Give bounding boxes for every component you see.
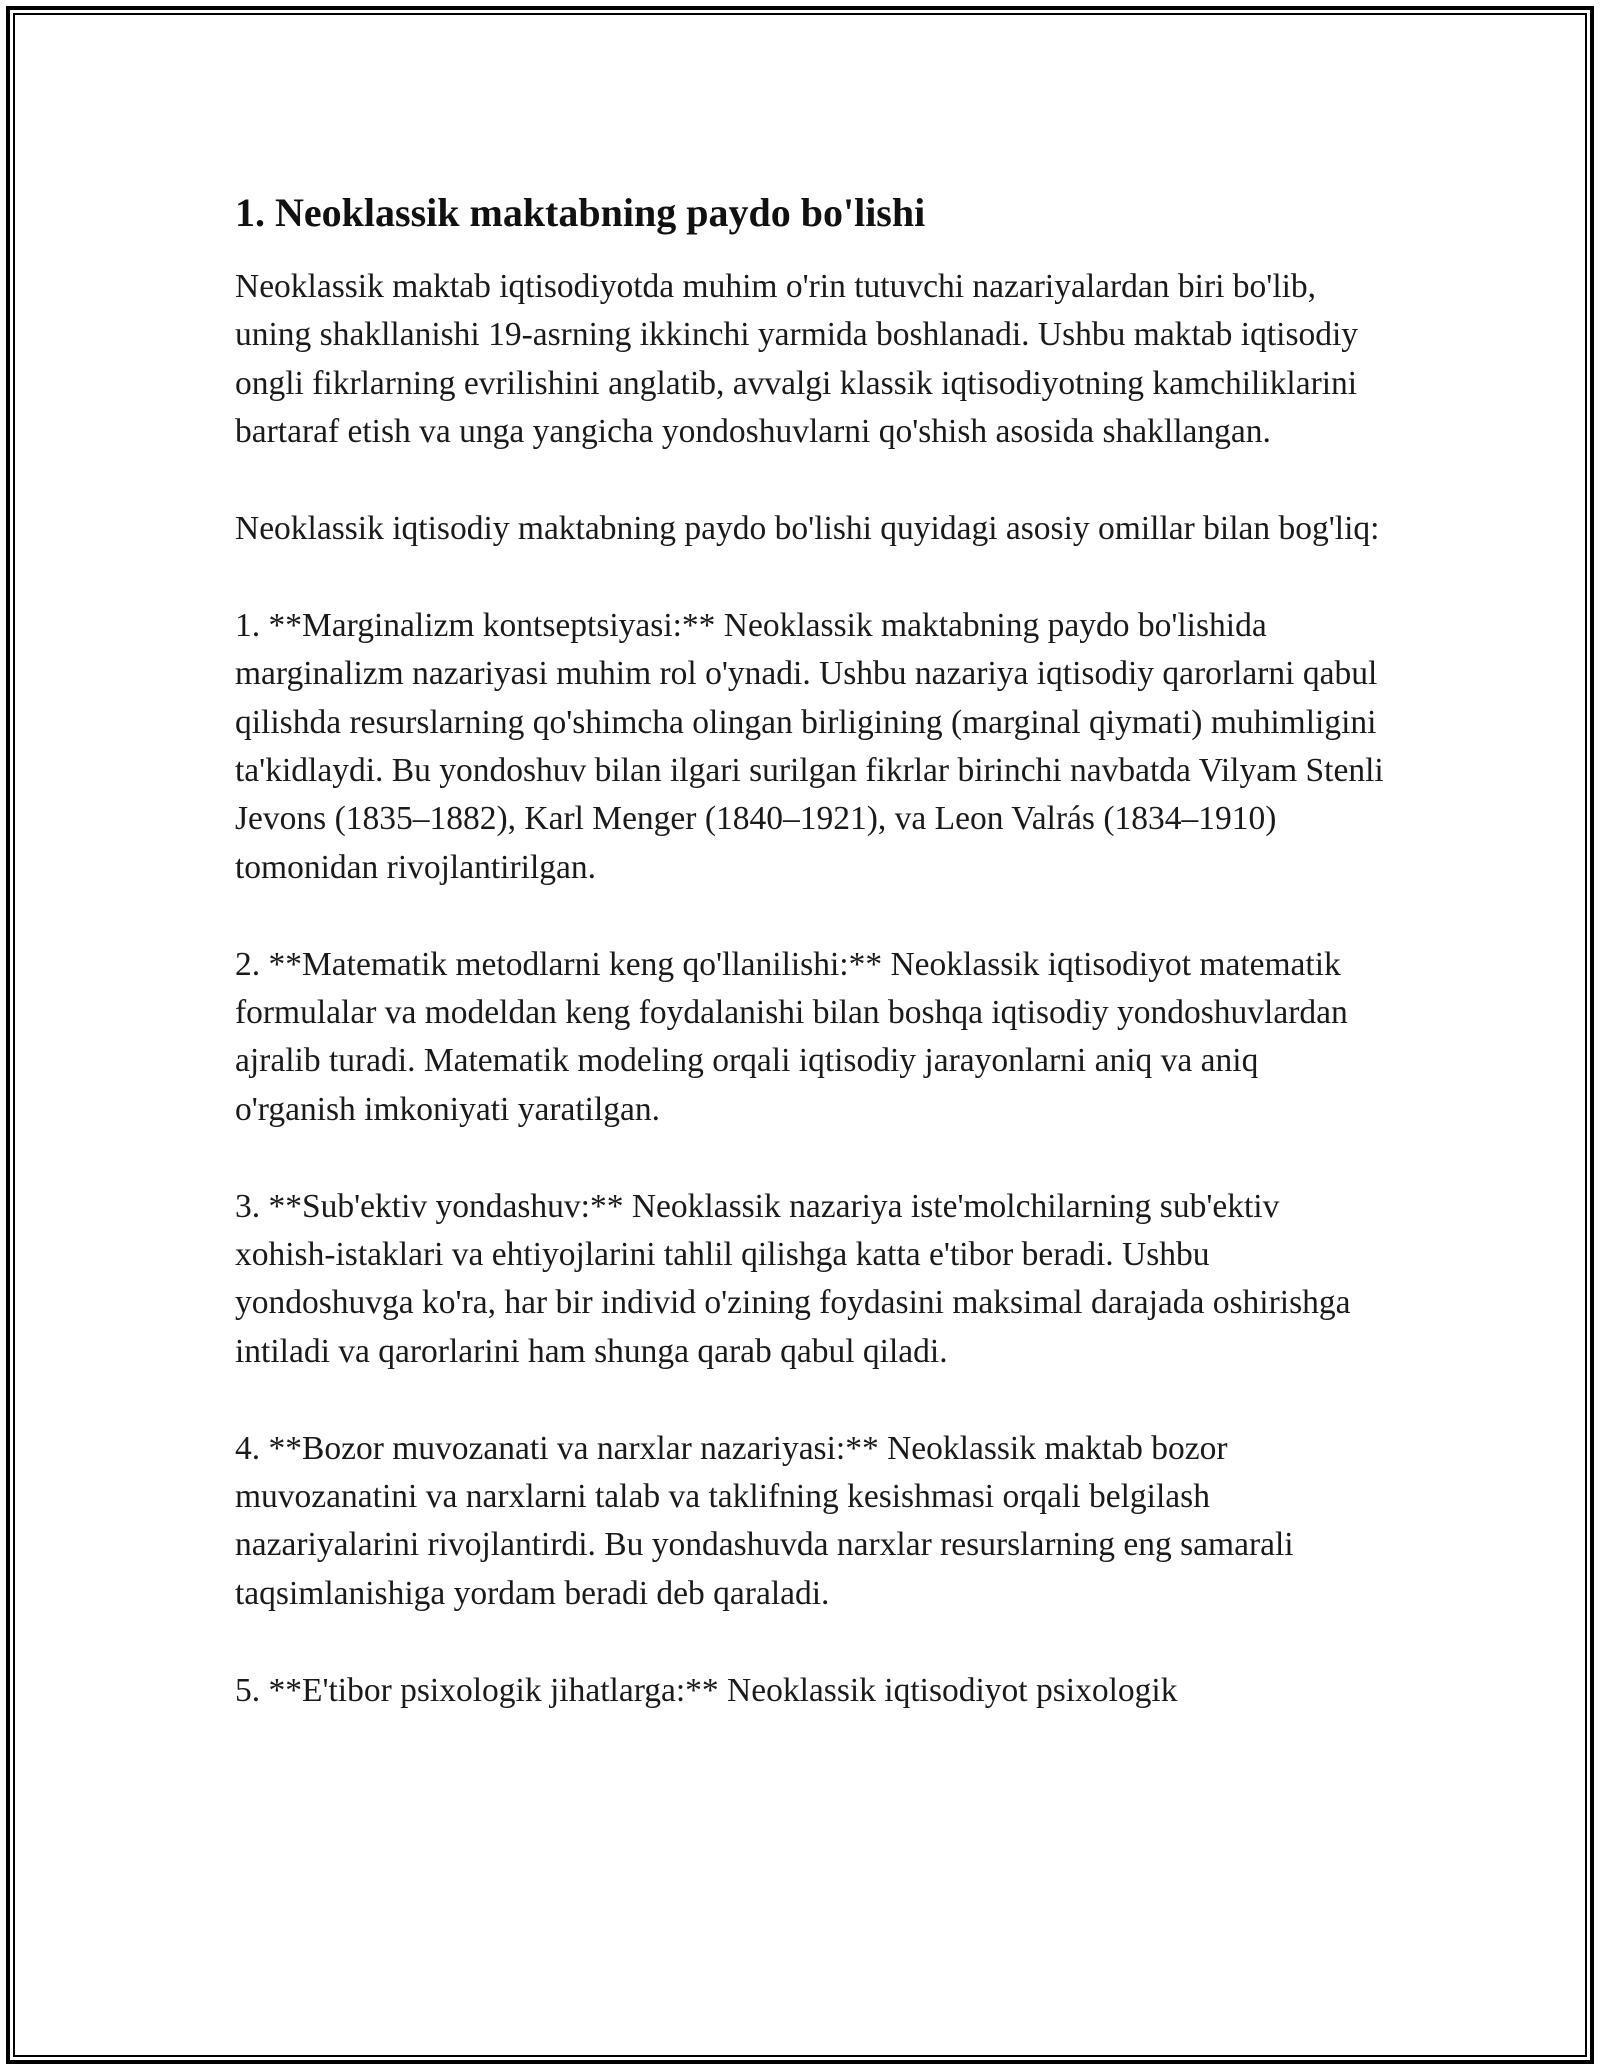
list-item-subjective-approach: 3. **Sub'ektiv yondashuv:** Neoklassik nazariya iste'molchilarning sub'ektiv xohish-istaklari va ehtiyojlarini tahlil qilishga katta e'tibor beradi. Ushbu yondoshuvga ko'ra, har bir individ o'zining foydasini maksimal darajada oshirishga intiladi va qarorlarini ham shunga qarab qabul qiladi. [235,1187,1351,1370]
section-heading: 1. Neoklassik maktabning paydo bo'lishi [235,190,926,235]
paragraph-factors-lead: Neoklassik iqtisodiy maktabning paydo bo'lishi quyidagi asosiy omillar bilan bog'liq: [235,510,1380,548]
list-item-math-methods: 2. **Matematik metodlarni keng qo'llanilishi:** Neoklassik iqtisodiyot matematik formulalar va modeldan keng foydalanishi bilan boshqa iqtisodiy yondoshuvlardan ajralib turadi. Matematik modeling orqali iqtisodiy jarayonlarni aniq va aniq o'rganish imkoniyati yaratilgan. [235,945,1348,1128]
list-item-psychological-aspects: 5. **E'tibor psixologik jihatlarga:** Neoklassik iqtisodiyot psixologik [235,1671,1178,1709]
document-body [235,183,1385,1715]
paragraph-intro: Neoklassik maktab iqtisodiyotda muhim o'rin tutuvchi nazariyalardan biri bo'lib, uning shakllanishi 19-asrning ikkinchi yarmida boshlanadi. Ushbu maktab iqtisodiy ongli fikrlarning evrilishini anglatib, avvalgi klassik iqtisodiyotning kamchiliklarini bartaraf etish va unga yangicha yondoshuvlarni qo'shish asosida shakllangan. [235,268,1359,451]
list-item-marginalism: 1. **Marginalizm kontseptsiyasi:** Neoklassik maktabning paydo bo'lishida marginalizm nazariyasi muhim rol o'ynadi. Ushbu nazariya iqtisodiy qarorlarni qabul qilishda resurslarning qo'shimcha olingan birligining (marginal qiymati) muhimligini ta'kidlaydi. Bu yondoshuv bilan ilgari surilgan fikrlar birinchi navbatda Vilyam Stenli Jevons (1835–1882), Karl Menger (1840–1921), va Leon Valrás (1834–1910) tomonidan rivojlantirilgan. [235,606,1384,886]
list-item-market-equilibrium: 4. **Bozor muvozanati va narxlar nazariyasi:** Neoklassik maktab bozor muvozanatini va narxlarni talab va taklifning kesishmasi orqali belgilash nazariyalarini rivojlantirdi. Bu yondashuvda narxlar resurslarning eng samarali taqsimlanishiga yordam beradi deb qaraladi. [235,1429,1294,1612]
